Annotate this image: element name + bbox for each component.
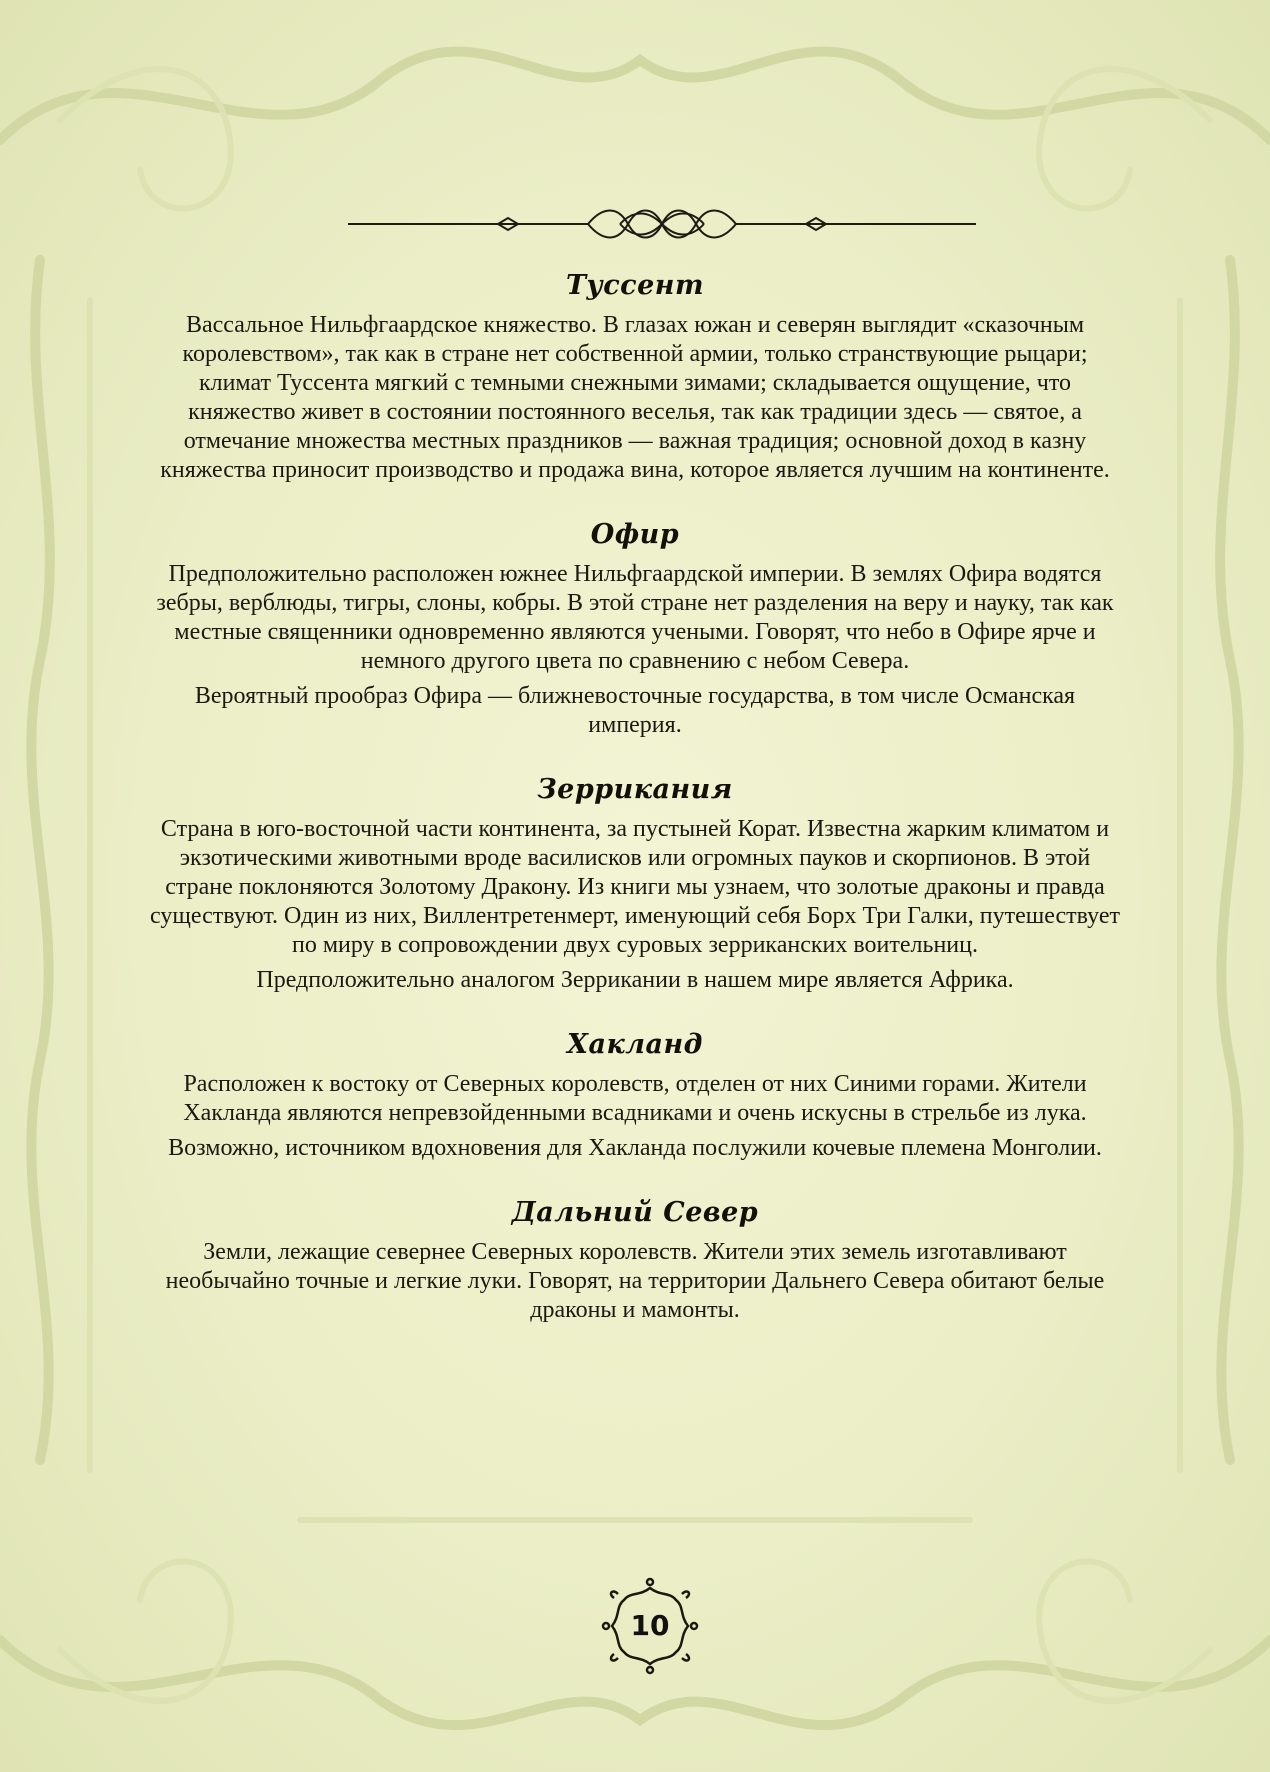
- page-number: 10: [630, 1609, 670, 1642]
- paragraph: Предположительно расположен южнее Нильфгаардской империи. В землях Офира водятся зебры, верблюды, тигры, слоны, кобры. В этой стране нет разделения на веру и науку, так как местные священники одновременно являются учеными. Говорят, что небо в Офире ярче и немного другого цвета по сравнению с небом Севера.: [156, 561, 1114, 674]
- paragraph: Земли, лежащие севернее Северных королевств. Жители этих земель изготавливают необычайно точные и легкие луки. Говорят, на территории Дальнего Севера обитают белые драконы и мамонты.: [165, 1239, 1105, 1323]
- section-heading: Хакланд: [567, 1029, 703, 1060]
- paragraph: Предположительно аналогом Зеррикании в нашем мире является Африка.: [256, 967, 1014, 993]
- section-heading: Дальний Север: [511, 1197, 759, 1228]
- paragraph: Вероятный прообраз Офира — ближневосточные государства, в том числе Османская империя.: [194, 683, 1076, 738]
- section-heading: Офир: [590, 519, 680, 550]
- section-heading: Зеррикания: [537, 774, 733, 805]
- paragraph: Страна в юго-восточной части континента, за пустыней Корат. Известна жарким климатом и экзотическими животными вроде василисков или огромных пауков и скорпионов. В этой стране поклоняются Золотому Дракону. Из книги мы узнаем, что золотые драконы и правда существуют. Один из них, Виллентретенмерт, именующий себя Борх Три Галки, путешествует по миру в сопровождении двух суровых зерриканских воительниц.: [150, 816, 1120, 958]
- section-ofir: [150, 519, 1120, 740]
- decorative-divider: [348, 196, 976, 252]
- section-toussaint: [150, 270, 1120, 485]
- section-heading: Туссент: [565, 270, 705, 301]
- paragraph: Расположен к востоку от Северных королевств, отделен от них Синими горами. Жители Хакланда являются непревзойденными всадниками и очень искусны в стрельбе из лука.: [183, 1071, 1087, 1126]
- paragraph: Возможно, источником вдохновения для Хакланда послужили кочевые племена Монголии.: [168, 1135, 1102, 1161]
- section-hakland: [150, 1029, 1120, 1163]
- section-zerrikania: [150, 774, 1120, 995]
- main-text: [150, 270, 1120, 1359]
- section-far-north: [150, 1197, 1120, 1325]
- paragraph: Вассальное Нильфгаардское княжество. В глазах южан и северян выглядит «сказочным королевством», так как в стране нет собственной армии, только странствующие рыцари; климат Туссента мягкий с темными снежными зимами; складывается ощущение, что княжество живет в состоянии постоянного веселья, так как традиции здесь — святое, а отмечание множества местных праздников — важная традиция; основной доход в казну княжества приносит производство и продажа вина, которое является лучшим на континенте.: [160, 312, 1110, 483]
- page-number-badge: [598, 1574, 702, 1678]
